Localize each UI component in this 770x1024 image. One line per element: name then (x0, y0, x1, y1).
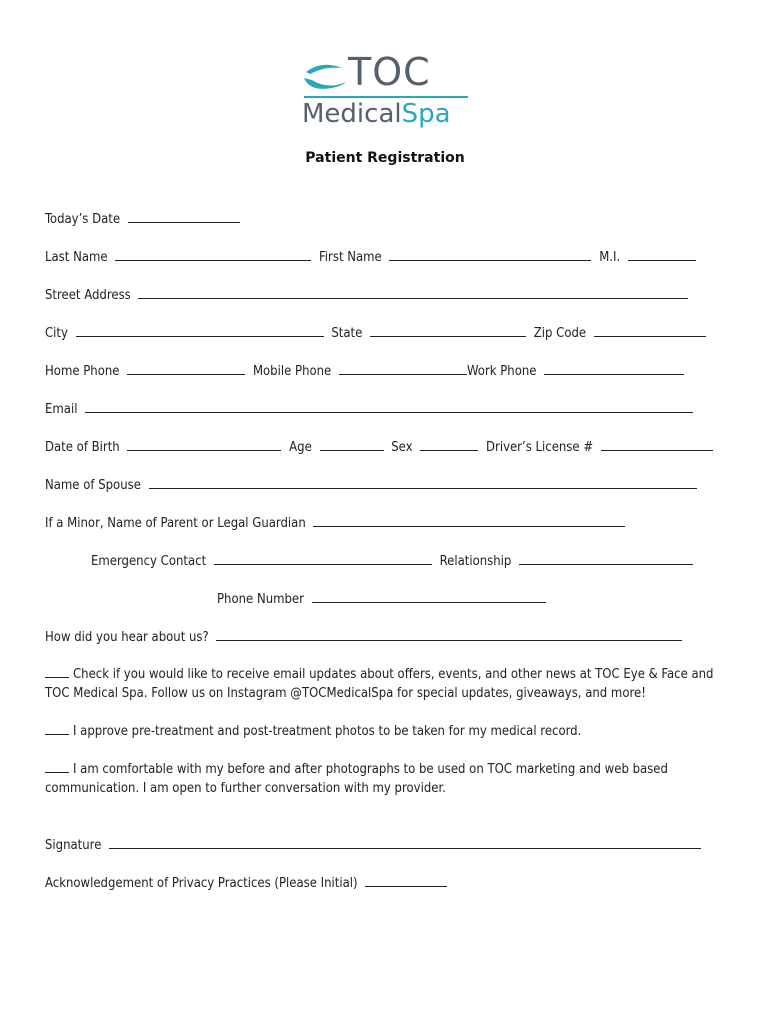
name-of-spouse-label: Name of Spouse (45, 478, 141, 493)
photo-approval-option (45, 722, 735, 741)
logo-medical-text: Medical (302, 99, 402, 129)
signature-field[interactable] (109, 836, 701, 849)
phone-number-field[interactable] (312, 590, 546, 603)
row-signature (45, 836, 701, 854)
logo-top-row (302, 50, 472, 94)
emergency-contact-field[interactable] (214, 552, 432, 565)
row-city-state-zip (45, 324, 706, 342)
zip-code-field[interactable] (594, 324, 706, 337)
home-phone-label: Home Phone (45, 364, 120, 379)
first-name-field[interactable] (389, 248, 591, 261)
mobile-phone-label: Mobile Phone (252, 364, 332, 379)
photo-approval-text: I approve pre-treatment and post-treatment photos to be taken for my medical record. (73, 724, 582, 739)
drivers-license-label: Driver’s License # (486, 440, 594, 455)
guardian-field[interactable] (313, 514, 625, 527)
email-label: Email (45, 402, 78, 417)
logo-toc-text: TOC (348, 50, 431, 94)
age-label: Age (289, 440, 312, 455)
street-address-label: Street Address (45, 288, 131, 303)
state-field[interactable] (370, 324, 526, 337)
date-of-birth-label: Date of Birth (45, 440, 120, 455)
row-todays-date (45, 210, 240, 228)
last-name-field[interactable] (115, 248, 311, 261)
eye-swoosh-icon (302, 62, 348, 92)
logo-spa-text: Spa (401, 99, 451, 129)
name-of-spouse-field[interactable] (149, 476, 697, 489)
street-address-field[interactable] (138, 286, 688, 299)
phone-number-label: Phone Number (217, 592, 304, 607)
relationship-label: Relationship (439, 554, 512, 569)
row-phones (45, 362, 684, 380)
todays-date-field[interactable] (128, 210, 240, 223)
zip-code-label: Zip Code (533, 326, 587, 341)
mi-field[interactable] (628, 248, 696, 261)
city-field[interactable] (76, 324, 324, 337)
privacy-initial-field[interactable] (365, 874, 447, 887)
how-did-you-hear-label: How did you hear about us? (45, 630, 209, 645)
sex-field[interactable] (420, 438, 478, 451)
email-updates-text: Check if you would like to receive email updates about offers, events, and other news at TOC Eye & Face and TOC Medical Spa. Follow us on Instagram @TOCMedicalSpa for special updates, giveaways, and more! (45, 667, 714, 701)
signature-label: Signature (45, 838, 102, 853)
marketing-consent-option (45, 760, 735, 798)
how-did-you-hear-field[interactable] (216, 628, 682, 641)
photo-approval-checkbox[interactable] (45, 722, 69, 735)
email-updates-option (45, 665, 735, 703)
todays-date-label: Today’s Date (45, 212, 121, 227)
last-name-label: Last Name (45, 250, 108, 265)
row-street-address (45, 286, 688, 304)
guardian-label: If a Minor, Name of Parent or Legal Guardian (45, 516, 306, 531)
age-field[interactable] (320, 438, 384, 451)
sex-label: Sex (391, 440, 413, 455)
row-emergency-phone (217, 590, 546, 608)
page-title: Patient Registration (305, 150, 465, 166)
date-of-birth-field[interactable] (127, 438, 281, 451)
row-privacy-acknowledgement (45, 874, 447, 892)
email-updates-checkbox[interactable] (45, 665, 69, 678)
row-name (45, 248, 696, 266)
state-label: State (331, 326, 363, 341)
drivers-license-field[interactable] (601, 438, 713, 451)
work-phone-label: Work Phone (466, 364, 537, 379)
row-email (45, 400, 693, 418)
row-dob-age-sex-license (45, 438, 713, 456)
email-field[interactable] (85, 400, 693, 413)
emergency-contact-label: Emergency Contact (91, 554, 207, 569)
row-emergency-contact (91, 552, 693, 570)
marketing-consent-checkbox[interactable] (45, 760, 69, 773)
home-phone-field[interactable] (127, 362, 245, 375)
relationship-field[interactable] (519, 552, 693, 565)
work-phone-field[interactable] (544, 362, 684, 375)
privacy-acknowledgement-label: Acknowledgement of Privacy Practices (Please Initial) (45, 876, 358, 891)
mi-label: M.I. (599, 250, 621, 265)
row-guardian (45, 514, 625, 532)
logo-bottom-row (302, 98, 451, 130)
city-label: City (45, 326, 68, 341)
first-name-label: First Name (319, 250, 382, 265)
row-referral (45, 628, 682, 646)
toc-medical-spa-logo (302, 50, 472, 134)
mobile-phone-field[interactable] (339, 362, 467, 375)
row-spouse (45, 476, 697, 494)
marketing-consent-text: I am comfortable with my before and after photographs to be used on TOC marketing and web based communication. I am open to further conversation with my provider. (45, 762, 668, 796)
